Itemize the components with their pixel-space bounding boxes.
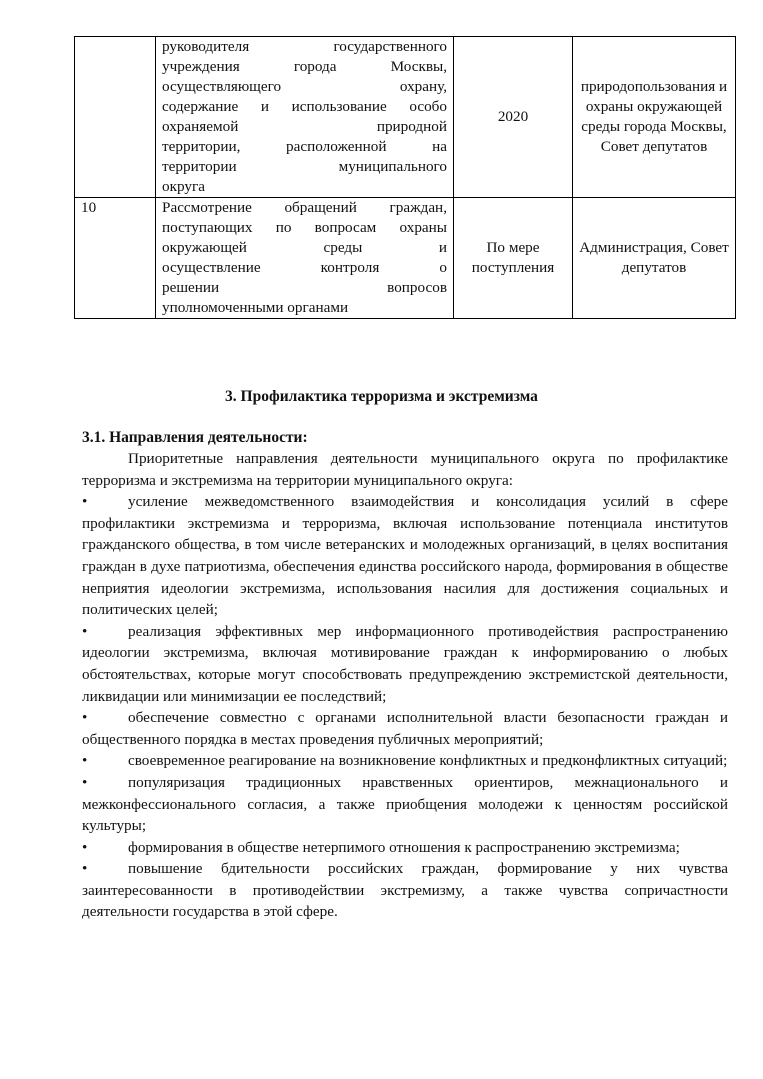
bullet-icon: • (82, 709, 88, 727)
description-line: территории муниципального (162, 158, 447, 175)
bullet-icon: • (82, 752, 88, 770)
list-item-text: повышение бдительности российских граждан, формирование у них чувства заинтересованности в противодействии экстремизму, а также чувства сопричастности деятельности государства в этой сфере. (82, 860, 728, 921)
list-item-text: реализация эффективных мер информационного противодействия распространению идеологии экстремизма, включая мотивирование граждан к информированию о любых обстоятельствах, которые могут способствовать предупреждению экстремистской деятельности, ликвидации или минимизации ее последствий; (82, 622, 728, 705)
description-line: территории, расположенной на (162, 138, 447, 155)
row-responsible-cell: Администрация, Совет депутатов (573, 198, 736, 319)
bullet-icon: • (82, 838, 88, 856)
description-line: решении вопросов (162, 279, 447, 296)
bullet-icon: • (82, 622, 88, 640)
description-line: окружающей среды и (162, 239, 447, 256)
list-item (82, 750, 728, 772)
list-item-text: формирования в обществе нетерпимого отношения к распространению экстремизма; (128, 838, 680, 856)
bullet-icon: • (82, 860, 88, 878)
table-row (75, 37, 736, 198)
row-description-cell (156, 37, 454, 198)
table-row (75, 198, 736, 319)
bullet-icon: • (82, 493, 88, 511)
description-line: руководителя государственного (162, 38, 447, 55)
row-term-cell: 2020 (454, 37, 573, 198)
section-title: 3. Профилактика терроризма и экстремизма (225, 388, 538, 405)
activity-plan-table (74, 36, 736, 319)
list-item-text: обеспечение совместно с органами исполнительной власти безопасности граждан и общественного порядка в местах проведения публичных мероприятий; (82, 709, 728, 748)
intro-paragraph: Приоритетные направления деятельности муниципального округа по профилактике терроризма и экстремизма на территории муниципального округа: (82, 450, 728, 489)
description-line: округа (162, 178, 205, 195)
bullet-icon: • (82, 773, 88, 791)
list-item (82, 707, 728, 750)
list-item (82, 858, 728, 923)
list-item-text: своевременное реагирование на возникновение конфликтных и предконфликтных ситуаций; (128, 752, 728, 770)
description-line: уполномоченными органами (162, 299, 349, 316)
row-description-cell (156, 198, 454, 319)
description-line: поступающих по вопросам охраны (162, 219, 447, 236)
description-line: содержание и использование особо (162, 98, 447, 115)
description-line: Рассмотрение обращений граждан, (162, 199, 447, 216)
subsection-heading: 3.1. Направления деятельности: (82, 429, 308, 446)
section-body (82, 448, 728, 923)
list-item (82, 837, 728, 859)
row-responsible-cell: природопользования и охраны окружающей среды города Москвы, Совет депутатов (573, 37, 736, 198)
row-term-cell: По мере поступления (454, 198, 573, 319)
list-item-text: усиление межведомственного взаимодействия и консолидация усилий в сфере профилактики экстремизма и терроризма, включая использование потенциала институтов гражданского общества, в том числе ветеранских и молодежных организаций, в целях воспитания граждан в духе патриотизма, обеспечения единства российского народа, формирования в обществе неприятия идеологии экстремизма, использования насилия для достижения социальных и политических целей; (82, 493, 728, 619)
list-item-text: популяризация традиционных нравственных ориентиров, межнационального и межконфессионального согласия, а также приобщения молодежи к ценностям российской культуры; (82, 773, 728, 835)
row-number-cell: 10 (75, 198, 156, 319)
row-number-cell (75, 37, 156, 198)
list-item (82, 772, 728, 837)
description-line: охраняемой природной (162, 118, 447, 135)
description-line: осуществление контроля о (162, 259, 447, 276)
description-line: осуществляющего охрану, (162, 78, 447, 95)
list-item (82, 621, 728, 707)
description-line: учреждения города Москвы, (162, 58, 447, 75)
list-item (82, 491, 728, 621)
